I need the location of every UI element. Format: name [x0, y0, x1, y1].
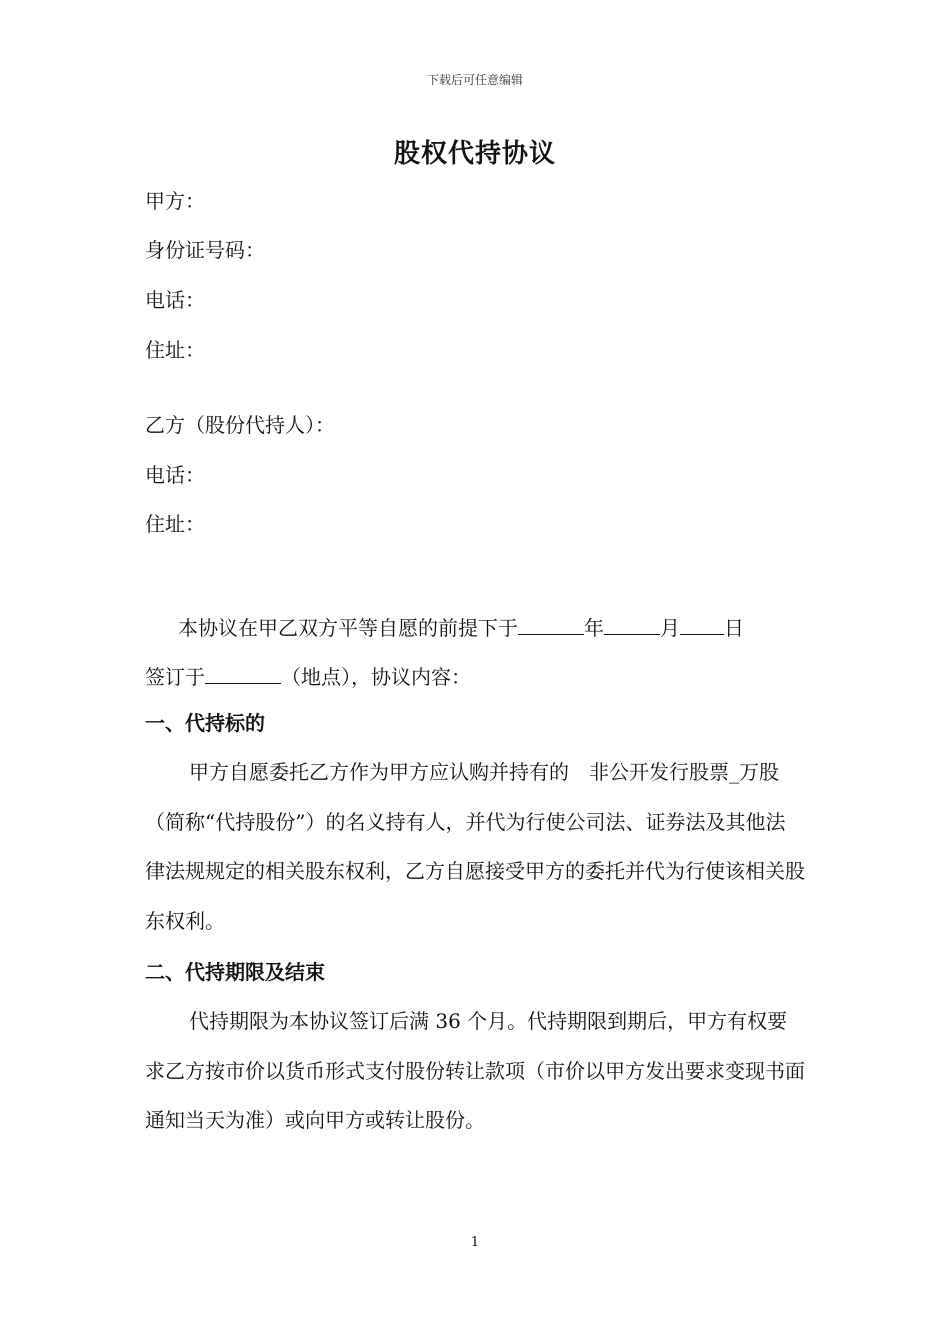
document-title: 股权代持协议 [393, 139, 556, 169]
section-1-body-block [145, 748, 805, 946]
section-1-heading: 一、代持标的 [145, 711, 265, 735]
place-note: （地点），协议内容： [281, 665, 471, 689]
month-label: 月 [660, 616, 680, 640]
party-b-address-label: 住址： [145, 512, 205, 536]
intro-text: 本协议在甲乙双方平等自愿的前提下于 [178, 616, 518, 640]
month-blank[interactable] [604, 614, 660, 635]
section-2-body-block [145, 997, 805, 1146]
party-a-label: 甲方： [145, 189, 205, 213]
section-1-body: 甲方自愿委托乙方作为甲方应认购并持有的 非公开发行股票_万股（简称“代持股份”）的名义持有人，并代为行使公司法、证券法及其他法律法规规定的相关股东权利，乙方自愿接受甲方的委托并代为行使该相关股东权利。 [145, 760, 805, 933]
party-a-phone-label: 电话： [145, 288, 205, 312]
day-label: 日 [724, 616, 744, 640]
day-blank[interactable] [680, 614, 724, 635]
year-label: 年 [584, 616, 604, 640]
party-a-address-label: 住址： [145, 338, 205, 362]
section-2-body: 代持期限为本协议签订后满 36 个月。代持期限到期后，甲方有权要求乙方按市价以货币形式支付股份转让款项（市价以甲方发出要求变现书面通知当天为准）或向甲方或转让股份。 [145, 1009, 805, 1132]
section-2-heading: 二、代持期限及结束 [145, 960, 325, 984]
intro-line-1 [178, 614, 744, 638]
place-blank[interactable] [205, 663, 281, 684]
signed-at-label: 签订于 [145, 665, 205, 689]
intro-line-2 [145, 663, 471, 687]
year-blank[interactable] [518, 614, 584, 635]
party-b-label: 乙方（股份代持人）： [145, 413, 335, 437]
party-a-id-label: 身份证号码： [145, 238, 265, 262]
page-header-note: 下载后可任意编辑 [426, 73, 523, 87]
party-b-phone-label: 电话： [145, 463, 205, 487]
page-number: 1 [470, 1235, 480, 1250]
